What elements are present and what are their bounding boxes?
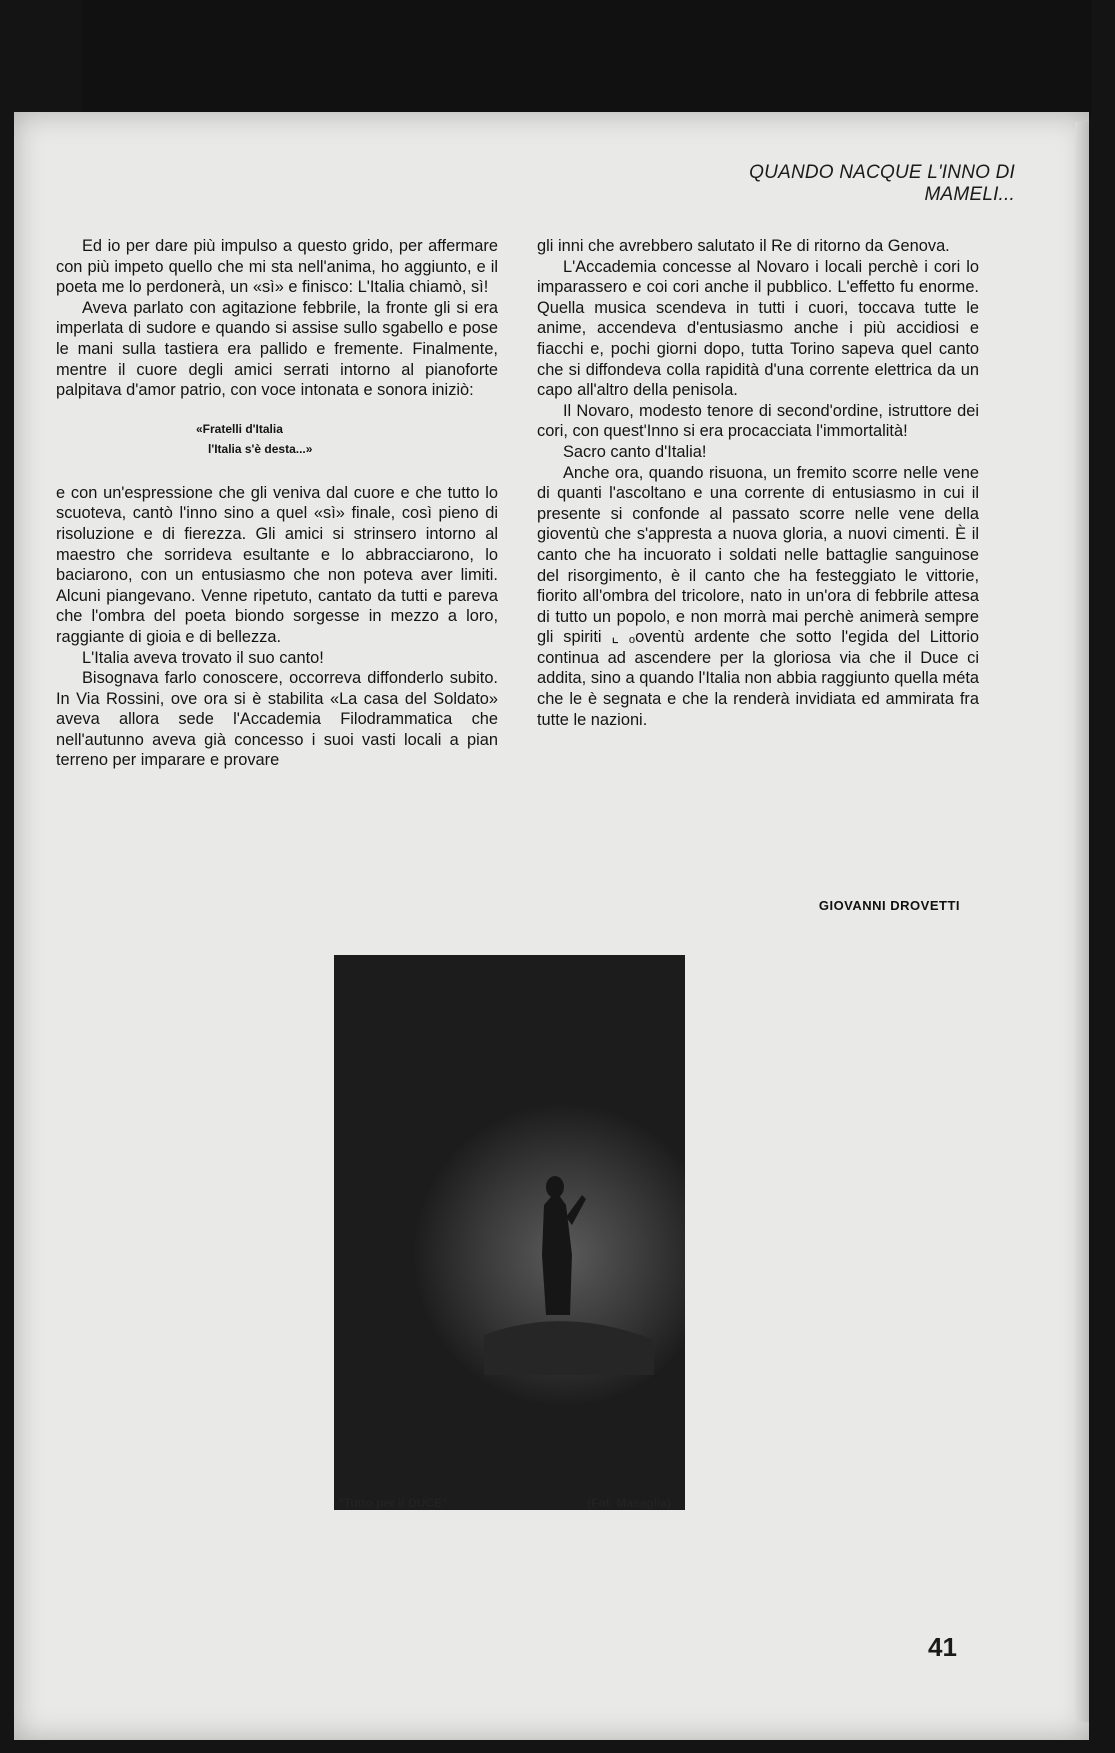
paragraph: L'Italia aveva trovato il suo canto! — [82, 648, 324, 667]
paragraph: Ed io per dare più impulso a questo grido, per affermare con più impeto quello che mi sta nell'anima, ho aggiunto, e il poeta me lo perdonerà, un «sì» e finisco: L'Italia chiamò, sì! — [56, 237, 498, 297]
author-signature: GIOVANNI DROVETTI — [818, 898, 960, 913]
left-column — [56, 236, 498, 771]
paragraph: Aveva parlato con agitazione febbrile, la fronte gli si era imperlata di sudore e quando si assise sullo sgabello e pose le mani sulla tastiera era pallido e fremente. Finalmente, mentre il cuore degli amici serrati intorno al pianoforte palpitava d'amor patrio, con voce intonata e sonora iniziò: — [56, 298, 498, 400]
paragraph: Bisognava farlo conoscere, occorreva diffonderlo subito. In Via Rossini, ove ora si è stabilita «La casa del Soldato» aveva allora sede l'Accademia Filodrammatica che nell'autunno aveva già concesso i suoi vasti locali a pian terreno per imparare e provare — [56, 669, 498, 770]
photograph — [334, 955, 685, 1510]
paragraph: L'Accademia concesse al Novaro i locali perchè i cori lo imparassero e coi cori anche il pubblico. L'effetto fu enorme. Quella musica scendeva in tutti i cuori, toccava tutte le anime, accendeva d'entusiasmo anche i più accidiosi e fiacchi e, pochi giorni dopo, tutta Torino sapeva quel canto che si diffondeva colla rapidità d'una corrente elettrica da un capo all'altro della penisola. — [537, 257, 979, 400]
paragraph: Anche ora, quando risuona, un fremito scorre nelle vene di quanti l'ascoltano e una corrente di entusiasmo in cui il presente si confonde al passato scorre nelle vene della gioventù che s'appresta a nuova gloria, a nuovi cimenti. È il canto che ha incuorato i soldati nelle battaglie sanguinose del risorgimento, è il canto che ha festeggiato le vittorie, fiorito all'ombra del tricolore, nato in un'ora di febbrile attesa di tutto un popolo, e non morrà mai perchè animerà sempre gli spiriti ⌞ ₒoventù ardente che sotto l'egida del Littorio continua ad ascendere per la gloriosa via che il Duce ci addita, sino a quando l'Italia non abbia raggiunto quella méta che le è segnata e che la renderà invidiata ed ammirata fra tutte le nazioni. — [537, 463, 979, 729]
paragraph: Il Novaro, modesto tenore di second'ordine, istruttore dei cori, con quest'Inno si era procacciata l'immortalità! — [537, 401, 979, 441]
photo-image — [334, 955, 685, 1510]
page-number: 41 — [928, 1632, 957, 1662]
paragraph: Sacro canto d'Italia! — [563, 442, 707, 461]
verse-line: l'Italia s'è desta...» — [208, 441, 313, 456]
running-head: QUANDO NACQUE L'INNO DI MAMELI... — [749, 162, 1015, 205]
photo-credit: (Fot. Masaglia) — [587, 1496, 672, 1510]
paragraph: gli inni che avrebbero salutato il Re di ritorno da Genova. — [537, 237, 950, 255]
paragraph: e con un'espressione che gli veniva dal cuore e che tutto lo scuoteva, cantò l'inno sino a quel «sì» finale, così pieno di risoluzione e di fierezza. Gli amici si strinsero intorno al maestro che sorrideva esultante e lo abbracciarono, lo baciarono, con un entusiasmo che non poteva aver limiti. Alcuni piangevano. Venne ripetuto, cantato da tutti e pareva che l'ombra del poeta biondo sorgesse in mezzo a loro, raggiante di gioia e di bellezza. — [56, 483, 498, 646]
page-edge-shadow — [1075, 122, 1089, 1722]
right-column — [537, 236, 979, 730]
top-dark-band — [82, 0, 1092, 118]
photo-caption: "Tutto per il DUCE" — [338, 1496, 448, 1510]
verse-quote — [56, 419, 498, 459]
verse-line: «Fratelli d'Italia — [196, 421, 283, 436]
